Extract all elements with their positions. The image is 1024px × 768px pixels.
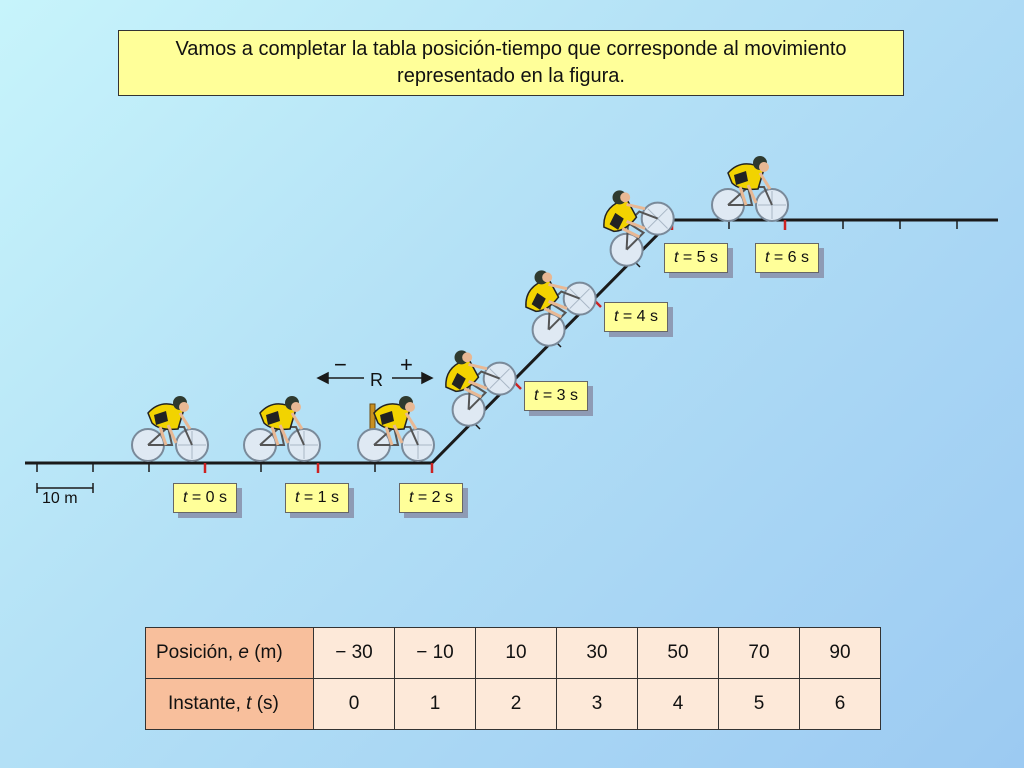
position-header <box>146 628 314 679</box>
instruction-line-1: Vamos a completar la tabla posición-tiempo que corresponde al movimiento <box>175 38 847 60</box>
instant-cell: 3 <box>557 679 638 730</box>
position-cell: 30 <box>557 628 638 679</box>
time-value: = 4 s <box>618 308 659 325</box>
time-header <box>146 679 314 730</box>
position-header-unit: (m) <box>248 642 283 663</box>
origin-post <box>370 404 375 430</box>
position-cell: 90 <box>800 628 881 679</box>
time-header-text: Instante, <box>168 693 247 714</box>
time-row <box>146 679 881 730</box>
time-value: = 6 s <box>769 249 810 266</box>
time-value: = 0 s <box>187 489 228 506</box>
time-var: t <box>533 387 539 404</box>
time-var: t <box>673 249 679 266</box>
position-cell: 50 <box>638 628 719 679</box>
position-header-text: Posición, <box>156 642 239 663</box>
instant-cell: 6 <box>800 679 881 730</box>
time-value: = 5 s <box>678 249 719 266</box>
time-var: t <box>613 308 619 325</box>
position-cell: − 30 <box>314 628 395 679</box>
time-label-3 <box>524 381 588 411</box>
time-header-var: t <box>246 693 252 714</box>
time-var: t <box>294 489 300 506</box>
instant-cell: 2 <box>476 679 557 730</box>
instant-cell: 4 <box>638 679 719 730</box>
time-label-2 <box>399 483 463 513</box>
time-label-0 <box>173 483 237 513</box>
position-cell: 70 <box>719 628 800 679</box>
time-label-4 <box>604 302 668 332</box>
instant-cell: 5 <box>719 679 800 730</box>
position-cell: 10 <box>476 628 557 679</box>
instant-cell: 1 <box>395 679 476 730</box>
origin-label: R <box>370 370 383 390</box>
time-value: = 1 s <box>299 489 340 506</box>
instruction-line-2: representado en la figura. <box>397 65 625 87</box>
position-time-table <box>145 627 881 730</box>
time-label-6 <box>755 243 819 273</box>
minus-sign: − <box>334 352 347 377</box>
time-label-5 <box>664 243 728 273</box>
scale-label: 10 m <box>42 490 78 507</box>
time-var: t <box>764 249 770 266</box>
instant-cell: 0 <box>314 679 395 730</box>
plus-sign: + <box>400 352 413 377</box>
position-cell: − 10 <box>395 628 476 679</box>
position-header-var: e <box>238 642 249 663</box>
time-var: t <box>182 489 188 506</box>
time-value: = 3 s <box>538 387 579 404</box>
position-row <box>146 628 881 679</box>
time-var: t <box>408 489 414 506</box>
time-label-1 <box>285 483 349 513</box>
time-header-unit: (s) <box>251 693 279 714</box>
time-value: = 2 s <box>413 489 454 506</box>
